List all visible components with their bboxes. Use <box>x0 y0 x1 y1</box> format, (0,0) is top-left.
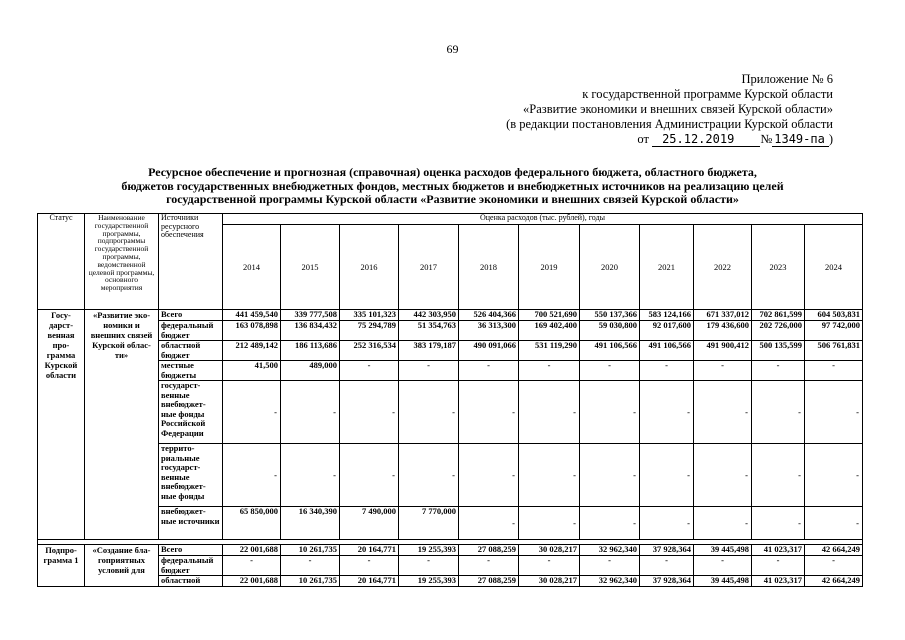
value-cell: 92 017,600 <box>640 321 694 341</box>
value-cell: 583 124,166 <box>640 310 694 321</box>
value-cell: - <box>752 556 805 576</box>
table-row <box>38 507 863 540</box>
value-cell: - <box>752 507 805 540</box>
value-cell: 163 078,898 <box>223 321 281 341</box>
funding-source: Всего <box>159 545 223 556</box>
value-cell: 22 001,688 <box>223 576 281 587</box>
value-cell: - <box>340 361 399 381</box>
value-cell: - <box>223 381 281 444</box>
year-header-2015: 2015 <box>281 225 340 310</box>
value-cell: - <box>752 444 805 507</box>
subprogram-block <box>38 545 863 587</box>
heading-line-2: бюджетов государственных внебюджетных фондов, местных бюджетов и внебюджетных источников на реализацию целей <box>121 178 784 193</box>
document-heading <box>40 166 865 207</box>
value-cell: 489,000 <box>281 361 340 381</box>
value-cell: - <box>459 381 519 444</box>
value-cell: 186 113,686 <box>281 341 340 361</box>
value-cell: - <box>752 381 805 444</box>
appendix-date-line <box>506 132 833 147</box>
value-cell: - <box>340 444 399 507</box>
value-cell: - <box>580 444 640 507</box>
value-cell: 202 726,000 <box>752 321 805 341</box>
value-cell: 383 179,187 <box>399 341 459 361</box>
value-cell: 51 354,763 <box>399 321 459 341</box>
table-row <box>38 361 863 381</box>
table-row <box>38 310 863 321</box>
value-cell: - <box>640 507 694 540</box>
heading-line-3: государственной программы Курской области «Развитие экономики и внешних связей Курской области» <box>166 192 739 206</box>
row-status: Госу- дарст- венная про- грамма Курской области <box>38 310 85 540</box>
value-cell: 500 135,599 <box>752 341 805 361</box>
value-cell: 32 962,340 <box>580 545 640 556</box>
heading-line-1: Ресурсное обеспечение и прогнозная (справочная) оценка расходов федерального бюджета, областного бюджета, <box>148 165 757 179</box>
value-cell: - <box>459 361 519 381</box>
year-header-2020: 2020 <box>580 225 640 310</box>
value-cell: - <box>340 556 399 576</box>
value-cell: 442 303,950 <box>399 310 459 321</box>
year-header-2019: 2019 <box>519 225 580 310</box>
value-cell: - <box>694 444 752 507</box>
table-row <box>38 381 863 444</box>
value-cell: - <box>281 381 340 444</box>
value-cell: 531 119,290 <box>519 341 580 361</box>
value-cell: 16 340,390 <box>281 507 340 540</box>
value-cell: 136 834,432 <box>281 321 340 341</box>
value-cell: 37 928,364 <box>640 545 694 556</box>
value-cell: 27 088,259 <box>459 545 519 556</box>
value-cell: 700 521,690 <box>519 310 580 321</box>
value-cell: 41,500 <box>223 361 281 381</box>
header-estimate: Оценка расходов (тыс. рублей), годы <box>223 214 863 225</box>
table-row <box>38 321 863 341</box>
value-cell: - <box>694 507 752 540</box>
number-label: № <box>760 132 773 146</box>
budget-table <box>37 213 863 587</box>
value-cell: 10 261,735 <box>281 545 340 556</box>
value-cell: 702 861,599 <box>752 310 805 321</box>
table-row <box>38 341 863 361</box>
value-cell: 491 106,566 <box>640 341 694 361</box>
appendix-edition: (в редакции постановления Администрации Курской области <box>506 117 833 131</box>
value-cell: 75 294,789 <box>340 321 399 341</box>
header-name: Наименование государственной программы, подпрограммы государственной программы, ведомственной целевой программы, основного мероприятия <box>85 214 159 310</box>
table-row <box>38 556 863 576</box>
value-cell: 59 030,800 <box>580 321 640 341</box>
value-cell: - <box>805 381 863 444</box>
year-header-2018: 2018 <box>459 225 519 310</box>
value-cell: - <box>340 381 399 444</box>
value-cell: - <box>399 361 459 381</box>
appendix-program-name: «Развитие экономики и внешних связей Курской области» <box>523 102 833 116</box>
value-cell: - <box>752 361 805 381</box>
value-cell: - <box>805 507 863 540</box>
value-cell: 7 490,000 <box>340 507 399 540</box>
value-cell: 491 106,566 <box>580 341 640 361</box>
value-cell: 32 962,340 <box>580 576 640 587</box>
value-cell: 41 023,317 <box>752 545 805 556</box>
value-cell: 39 445,498 <box>694 545 752 556</box>
value-cell: - <box>805 444 863 507</box>
page-number: 69 <box>446 42 459 56</box>
value-cell: - <box>223 444 281 507</box>
value-cell: 212 489,142 <box>223 341 281 361</box>
value-cell: - <box>459 507 519 540</box>
year-header-2023: 2023 <box>752 225 805 310</box>
value-cell: - <box>519 444 580 507</box>
value-cell: - <box>640 444 694 507</box>
value-cell: 169 402,400 <box>519 321 580 341</box>
value-cell: 441 459,540 <box>223 310 281 321</box>
value-cell: - <box>805 361 863 381</box>
funding-source: внебюджет- ные источники <box>159 507 223 540</box>
funding-source: Всего <box>159 310 223 321</box>
value-cell: - <box>281 556 340 576</box>
header-sources: Источники ресурсного обеспечения <box>159 214 223 310</box>
value-cell: - <box>805 556 863 576</box>
value-cell: - <box>223 556 281 576</box>
value-cell: 335 101,323 <box>340 310 399 321</box>
value-cell: 20 164,771 <box>340 576 399 587</box>
appendix-program: к государственной программе Курской области <box>582 87 833 101</box>
value-cell: 65 850,000 <box>223 507 281 540</box>
value-cell: 30 028,217 <box>519 545 580 556</box>
value-cell: 27 088,259 <box>459 576 519 587</box>
value-cell: - <box>694 381 752 444</box>
value-cell: 41 023,317 <box>752 576 805 587</box>
value-cell: - <box>399 381 459 444</box>
year-header-2021: 2021 <box>640 225 694 310</box>
value-cell: 526 404,366 <box>459 310 519 321</box>
value-cell: - <box>580 361 640 381</box>
year-header-2014: 2014 <box>223 225 281 310</box>
funding-source: террито- риальные государст- венные внебюджет- ные фонды <box>159 444 223 507</box>
value-cell: - <box>694 556 752 576</box>
value-cell: 179 436,600 <box>694 321 752 341</box>
table-row <box>38 576 863 587</box>
value-cell: - <box>519 381 580 444</box>
value-cell: 491 900,412 <box>694 341 752 361</box>
value-cell: 506 761,831 <box>805 341 863 361</box>
row-program-name: «Развитие эко- номики и внешних связей Курской облас- ти» <box>85 310 159 540</box>
row-program-name: «Создание бла- гоприятных условий для <box>85 545 159 587</box>
table-row <box>38 545 863 556</box>
year-header-2024: 2024 <box>805 225 863 310</box>
value-cell: 604 503,831 <box>805 310 863 321</box>
from-label: от <box>637 132 649 146</box>
value-cell: 550 137,366 <box>580 310 640 321</box>
value-cell: 39 445,498 <box>694 576 752 587</box>
value-cell: 22 001,688 <box>223 545 281 556</box>
value-cell: - <box>399 556 459 576</box>
row-status: Подпро- грамма 1 <box>38 545 85 587</box>
value-cell: - <box>694 361 752 381</box>
value-cell: 7 770,000 <box>399 507 459 540</box>
value-cell: 19 255,393 <box>399 545 459 556</box>
value-cell: 42 664,249 <box>805 576 863 587</box>
year-header-2017: 2017 <box>399 225 459 310</box>
decree-number: 1349-па <box>772 132 829 147</box>
value-cell: - <box>519 556 580 576</box>
value-cell: 10 261,735 <box>281 576 340 587</box>
value-cell: - <box>640 381 694 444</box>
funding-source: государст- венные внебюджет- ные фонды Российской Федерации <box>159 381 223 444</box>
value-cell: - <box>459 444 519 507</box>
appendix-title: Приложение № 6 <box>741 72 833 86</box>
value-cell: 490 091,066 <box>459 341 519 361</box>
value-cell: - <box>281 444 340 507</box>
value-cell: 19 255,393 <box>399 576 459 587</box>
funding-source: федеральный бюджет <box>159 556 223 576</box>
header-status: Статус <box>38 214 85 310</box>
value-cell: 671 337,012 <box>694 310 752 321</box>
funding-source: местные бюджеты <box>159 361 223 381</box>
value-cell: - <box>640 556 694 576</box>
value-cell: 339 777,508 <box>281 310 340 321</box>
value-cell: - <box>640 361 694 381</box>
value-cell: - <box>399 444 459 507</box>
funding-source: областной бюджет <box>159 341 223 361</box>
program-block <box>38 310 863 540</box>
value-cell: - <box>580 507 640 540</box>
value-cell: 36 313,300 <box>459 321 519 341</box>
year-header-2016: 2016 <box>340 225 399 310</box>
appendix-header <box>506 72 833 147</box>
value-cell: - <box>519 507 580 540</box>
value-cell: 20 164,771 <box>340 545 399 556</box>
value-cell: 37 928,364 <box>640 576 694 587</box>
year-header-2022: 2022 <box>694 225 752 310</box>
funding-source: областной <box>159 576 223 587</box>
value-cell: - <box>519 361 580 381</box>
value-cell: 97 742,000 <box>805 321 863 341</box>
close-paren: ) <box>828 132 833 146</box>
value-cell: - <box>580 556 640 576</box>
value-cell: - <box>580 381 640 444</box>
decree-date: 25.12.2019 <box>652 132 760 147</box>
value-cell: 30 028,217 <box>519 576 580 587</box>
value-cell: - <box>459 556 519 576</box>
table-row <box>38 444 863 507</box>
funding-source: федеральный бюджет <box>159 321 223 341</box>
value-cell: 252 316,534 <box>340 341 399 361</box>
value-cell: 42 664,249 <box>805 545 863 556</box>
